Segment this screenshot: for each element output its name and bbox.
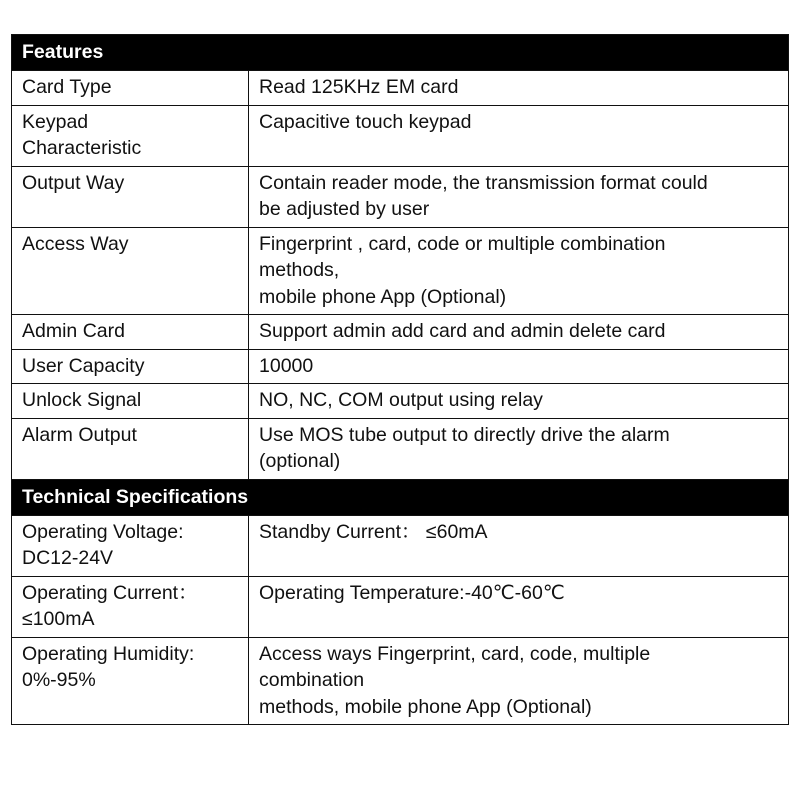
row-label-text: User Capacity xyxy=(22,354,145,377)
spec-table xyxy=(11,34,789,725)
row-value-cell xyxy=(249,166,789,227)
table-row xyxy=(12,315,789,350)
table-row xyxy=(12,515,789,576)
row-value-cell xyxy=(249,384,789,419)
row-label-cell xyxy=(12,71,249,106)
row-label-text: Access Way xyxy=(22,232,129,255)
section-header-technical-specifications xyxy=(12,479,789,515)
row-label-cell xyxy=(12,105,249,166)
spec-table-body xyxy=(12,35,789,725)
row-value-text: (optional) xyxy=(259,450,341,472)
row-value-text: Read 125KHz EM card xyxy=(259,76,459,98)
row-label-cell xyxy=(12,576,249,637)
row-value-text: Fingerprint , card, code or multiple combination xyxy=(259,232,666,255)
table-row xyxy=(12,105,789,166)
row-label-cell xyxy=(12,515,249,576)
row-label-cell xyxy=(12,166,249,227)
row-value-text: Access ways Fingerprint, card, code, multiple xyxy=(259,642,651,665)
row-value-cell xyxy=(249,349,789,384)
row-label-cell xyxy=(12,227,249,315)
row-label-cell xyxy=(12,349,249,384)
row-label-text: Operating Humidity: xyxy=(22,642,195,665)
row-label-text: Admin Card xyxy=(22,320,125,342)
row-value-cell xyxy=(249,315,789,350)
table-row xyxy=(12,637,789,725)
section-title: Features xyxy=(12,35,789,71)
table-row xyxy=(12,384,789,419)
row-label-text: Unlock Signal xyxy=(22,389,142,411)
table-row xyxy=(12,576,789,637)
row-label-text: Operating Current： xyxy=(22,581,198,604)
row-label-text: Card Type xyxy=(22,76,112,98)
row-label-text: DC12-24V xyxy=(22,547,114,569)
row-label-cell xyxy=(12,315,249,350)
row-label-cell xyxy=(12,418,249,479)
row-label-text: Operating Voltage: xyxy=(22,520,184,543)
table-row xyxy=(12,227,789,315)
section-header-features xyxy=(12,35,789,71)
section-title: Technical Specifications xyxy=(12,479,789,515)
row-value-text: Use MOS tube output to directly drive the alarm xyxy=(259,423,670,446)
row-value-text: combination xyxy=(259,669,365,691)
row-value-text: methods, xyxy=(259,259,340,281)
row-value-text: Capacitive touch keypad xyxy=(259,110,472,133)
table-row xyxy=(12,418,789,479)
row-value-cell xyxy=(249,71,789,106)
row-label-cell xyxy=(12,637,249,725)
row-value-cell xyxy=(249,105,789,166)
row-value-cell xyxy=(249,637,789,725)
row-label-cell xyxy=(12,384,249,419)
row-value-cell xyxy=(249,227,789,315)
row-value-cell xyxy=(249,515,789,576)
row-label-text: Keypad xyxy=(22,110,89,133)
row-value-text: methods, mobile phone App (Optional) xyxy=(259,695,592,718)
table-row xyxy=(12,349,789,384)
row-value-text: be adjusted by user xyxy=(259,198,430,220)
row-value-text: Contain reader mode, the transmission format could xyxy=(259,171,708,194)
row-value-text: Operating Temperature:-40℃-60℃ xyxy=(259,581,565,604)
row-value-text: mobile phone App (Optional) xyxy=(259,285,507,308)
row-value-text: Standby Current： ≤60mA xyxy=(259,520,488,543)
row-label-text: 0%-95% xyxy=(22,669,96,691)
row-value-cell xyxy=(249,418,789,479)
row-label-text: Alarm Output xyxy=(22,423,137,446)
row-label-text: Characteristic xyxy=(22,137,142,159)
row-label-text: Output Way xyxy=(22,171,125,194)
row-value-text: 10000 xyxy=(259,354,314,377)
row-label-text: ≤100mA xyxy=(22,608,95,630)
row-value-text: NO, NC, COM output using relay xyxy=(259,389,543,411)
table-row xyxy=(12,71,789,106)
row-value-text: Support admin add card and admin delete card xyxy=(259,320,666,342)
row-value-cell xyxy=(249,576,789,637)
table-row xyxy=(12,166,789,227)
